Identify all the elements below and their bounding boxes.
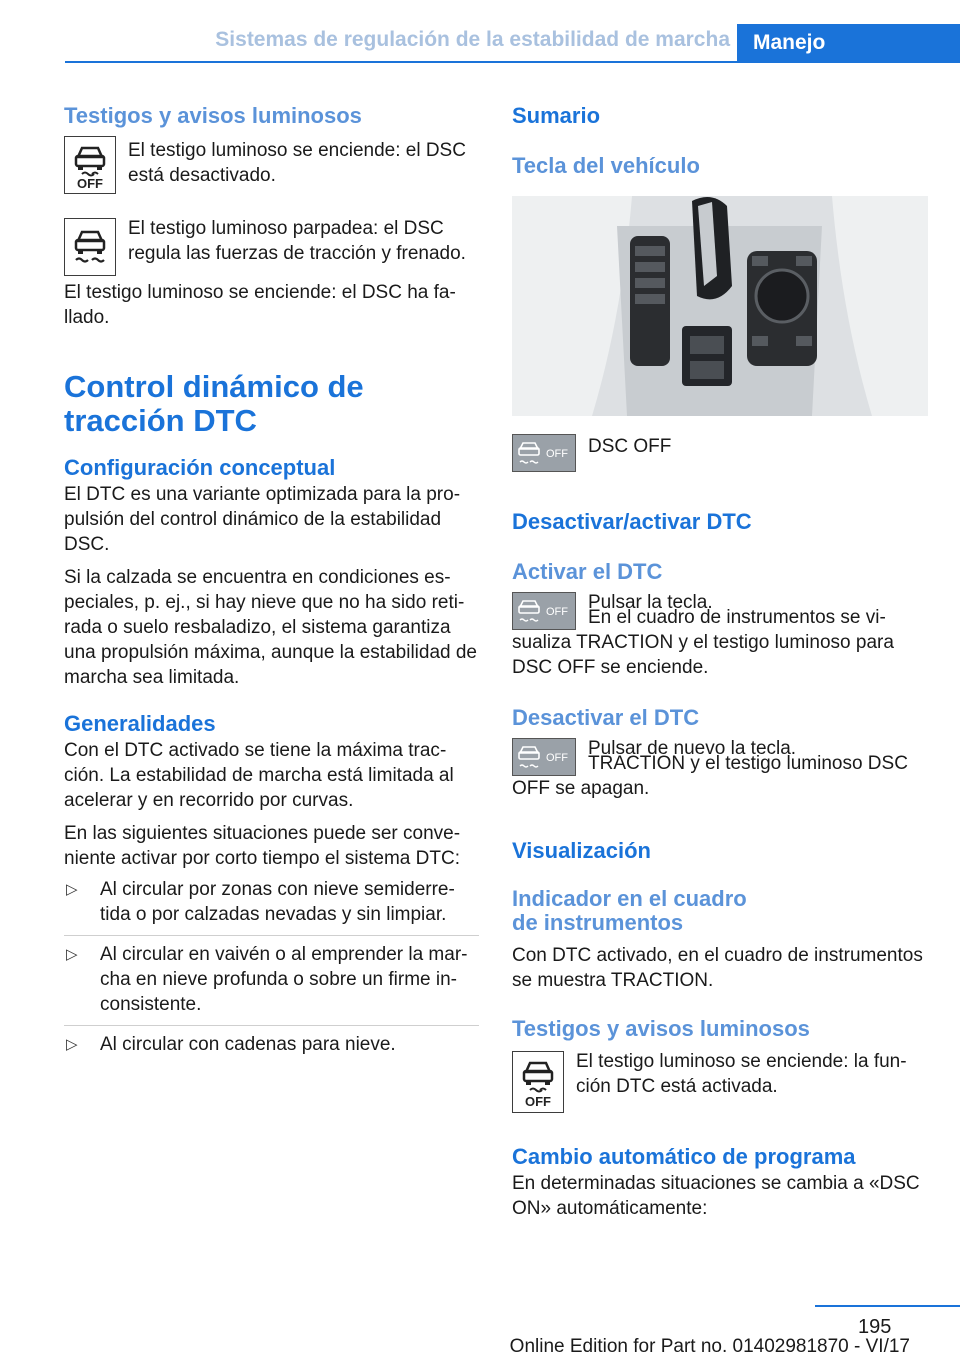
off-label: OFF bbox=[546, 606, 568, 618]
page-number: 195 bbox=[858, 1316, 892, 1338]
paragraph-general-2: En las siguientes situaciones puede ser conveniente activar por corto tiempo el sistema DTC: bbox=[64, 823, 461, 869]
paragraph-general-1: Con el DTC activado se tiene la máxima tracción. La estabilidad de marcha está limitada al acelerar y en recorrido por curvas. bbox=[64, 740, 454, 811]
heading-visualizacion: Visualización bbox=[512, 838, 651, 863]
paragraph-cambio: En determinadas situaciones se cambia a «DSC ON» automáticamente: bbox=[512, 1173, 920, 1219]
heading-sumario: Sumario bbox=[512, 103, 601, 128]
dsc-active-warning-icon bbox=[64, 218, 116, 276]
list-separator bbox=[64, 1025, 479, 1026]
key-caption: DSC OFF bbox=[588, 436, 672, 457]
heading-dtc: Control dinámico de tracción DTC bbox=[64, 369, 364, 438]
indicator-dsc-flashing-text: El testigo luminoso parpadea: el DSC regula las fuerzas de tracción y frenado. bbox=[128, 218, 466, 264]
heading-config: Configuración conceptual bbox=[64, 455, 336, 480]
paragraph-indicador: Con DTC activado, en el cuadro de instrumentos se muestra TRACTION. bbox=[512, 945, 923, 991]
desactivar-step-2: TRACTION y el testigo luminoso DSC OFF se apagan. bbox=[512, 753, 908, 799]
heading-desactivar: Desactivar el DTC bbox=[512, 705, 700, 730]
heading-activar: Activar el DTC bbox=[512, 559, 663, 584]
off-label: OFF bbox=[546, 752, 568, 764]
indicator-dsc-off-text: El testigo luminoso se enciende: el DSC está desactivado. bbox=[128, 140, 466, 186]
left-column bbox=[64, 100, 479, 1057]
paragraph-config-2: Si la calzada se encuentra en condiciones especiales, p. ej., si hay nieve que no ha sido retirada o suelo resbaladizo, el sistema garantiza una propulsión máxima, aunque la estabilidad de marcha sea limitada. bbox=[64, 567, 477, 688]
paragraph-dsc-fault: El testigo luminoso se enciende: el DSC ha fallado. bbox=[64, 282, 456, 328]
dsc-off-button-icon bbox=[512, 738, 576, 776]
heading-generalidades: Generalidades bbox=[64, 711, 216, 736]
bullet-list bbox=[64, 877, 479, 1057]
footer-rule bbox=[815, 1305, 960, 1307]
header-rule bbox=[65, 61, 960, 63]
list-item-text: Al circular por zonas con nieve semiderretida o por calzadas nevadas y sin limpiar. bbox=[100, 879, 455, 925]
list-separator bbox=[64, 935, 479, 936]
paragraph-config-1: El DTC es una variante optimizada para la propulsión del control dinámico de la estabilidad DSC. bbox=[64, 484, 461, 555]
dsc-off-button-icon bbox=[512, 434, 576, 472]
right-column bbox=[512, 100, 928, 1221]
list-item bbox=[64, 1032, 479, 1057]
heading-testigos: Testigos y avisos luminosos bbox=[64, 103, 362, 128]
dsc-off-warning-icon bbox=[64, 136, 116, 194]
bullet-arrow-icon: ▷ bbox=[66, 946, 78, 963]
center-console-photo bbox=[512, 196, 928, 416]
list-item bbox=[64, 942, 479, 1017]
off-label: OFF bbox=[546, 448, 568, 460]
heading-testigos-dtc: Testigos y avisos luminosos bbox=[512, 1016, 810, 1041]
heading-desactivar-activar: Desactivar/activar DTC bbox=[512, 509, 752, 534]
off-label: OFF bbox=[77, 176, 103, 190]
list-item-text: Al circular en vaivén o al emprender la marcha en nieve profunda o sobre un firme inconsistente. bbox=[100, 944, 468, 1015]
running-header-tab: Manejo bbox=[737, 24, 960, 62]
activar-step-1: Pulsar la tecla. bbox=[588, 592, 713, 613]
indicator-dtc-text: El testigo luminoso se enciende: la función DTC está activada. bbox=[576, 1051, 907, 1097]
indicator-dtc bbox=[512, 1047, 928, 1113]
dtc-warning-icon bbox=[512, 1051, 564, 1113]
heading-cambio: Cambio automático de programa bbox=[512, 1144, 856, 1169]
list-item bbox=[64, 877, 479, 927]
list-item-text: Al circular con cadenas para nieve. bbox=[100, 1034, 396, 1055]
running-header-section: Sistemas de regulación de la estabilidad de marcha bbox=[215, 28, 730, 51]
bullet-arrow-icon: ▷ bbox=[66, 1036, 78, 1053]
key-dsc-off-row bbox=[512, 432, 928, 472]
bullet-arrow-icon: ▷ bbox=[66, 881, 78, 898]
heading-tecla: Tecla del vehículo bbox=[512, 153, 700, 178]
indicator-dsc-off bbox=[64, 132, 479, 194]
dsc-off-button-icon bbox=[512, 592, 576, 630]
heading-indicador: Indicador en el cuadro de instrumentos bbox=[512, 886, 747, 935]
activar-step-2: En el cuadro de instrumentos se visualiza TRACTION y el testigo luminoso para DSC OFF se enciende. bbox=[512, 607, 894, 678]
desactivar-step-1: Pulsar de nuevo la tecla. bbox=[588, 738, 797, 759]
edition-line: Online Edition for Part no. 01402981870 - VI/17 bbox=[509, 1336, 910, 1357]
off-label: OFF bbox=[525, 1094, 551, 1108]
indicator-dsc-flashing bbox=[64, 214, 479, 276]
